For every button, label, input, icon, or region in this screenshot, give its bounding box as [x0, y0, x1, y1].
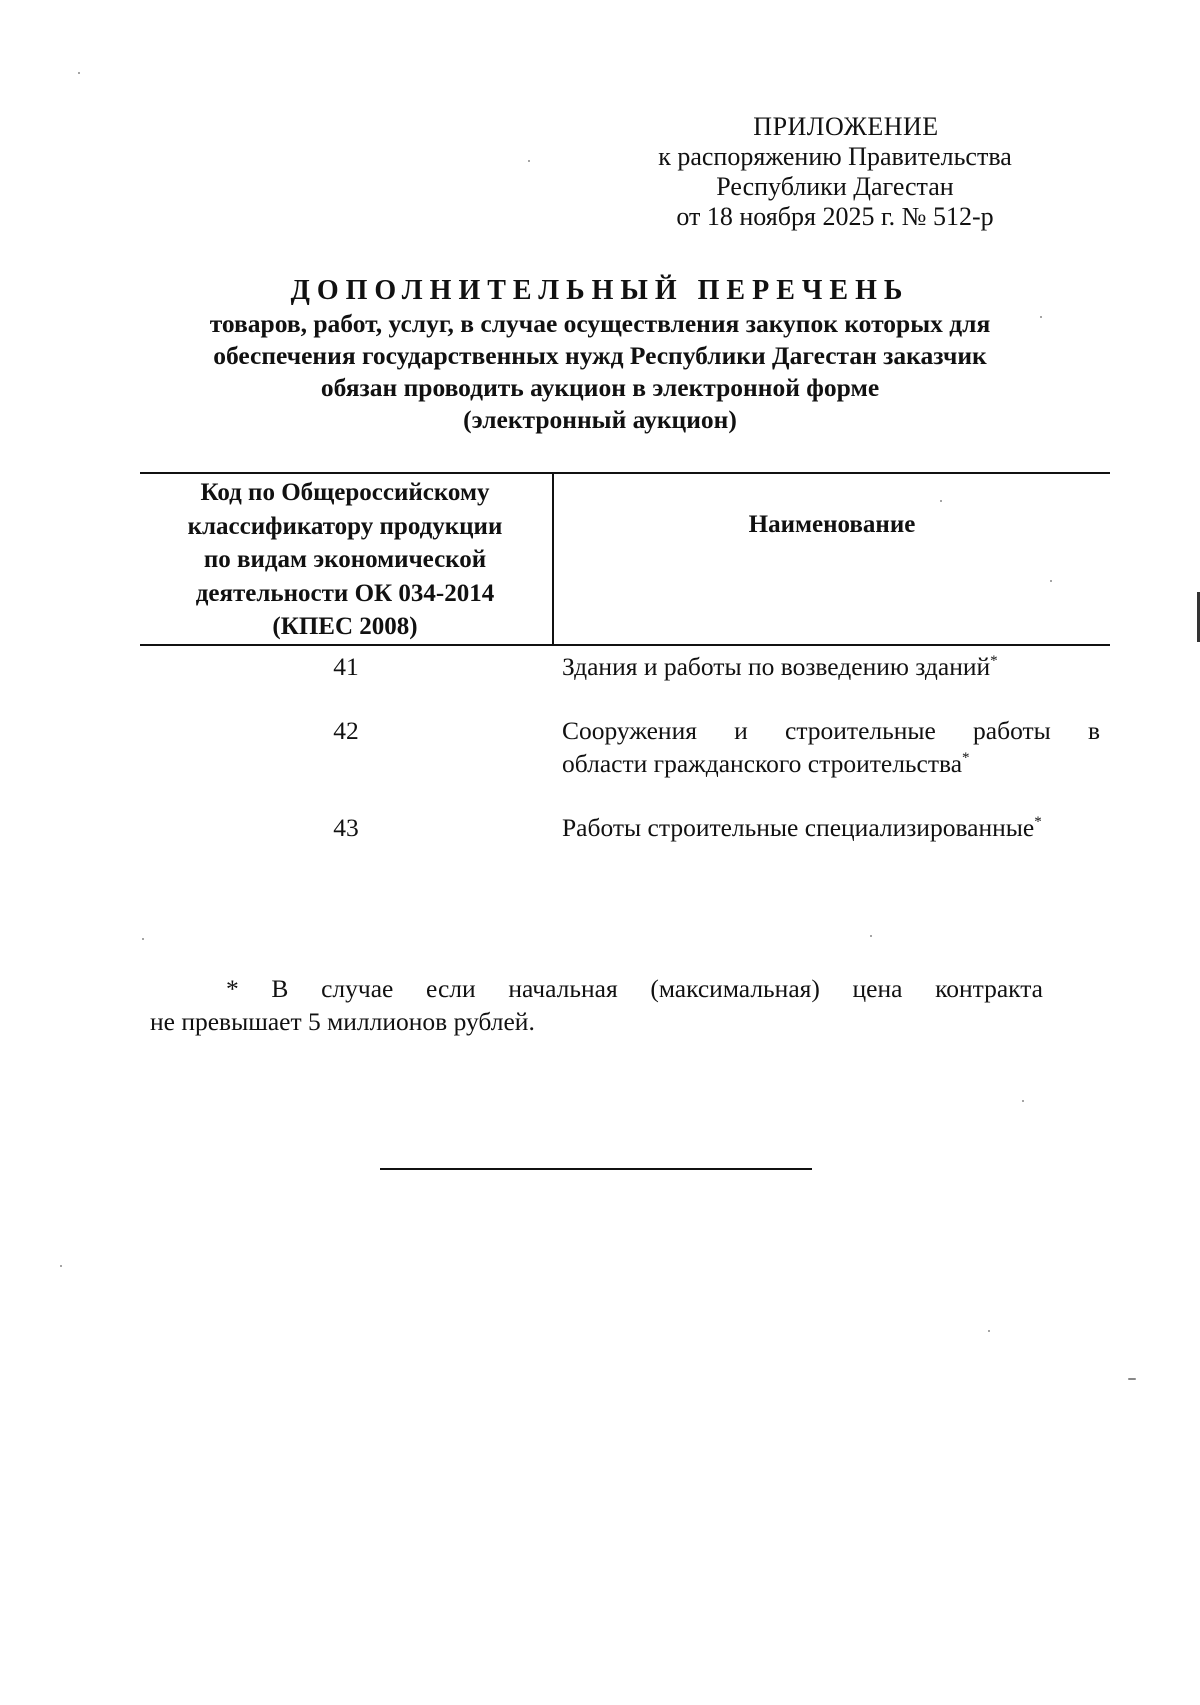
- scan-speck: [988, 1330, 990, 1332]
- scan-speck: [1128, 1378, 1136, 1380]
- row-name: [562, 811, 1200, 844]
- footnote-mark: *: [990, 653, 998, 669]
- subtitle-line: (электронный аукцион): [463, 405, 737, 434]
- subtitle-line: обязан проводить аукцион в электронной форме: [320, 373, 880, 402]
- appendix-date-number: от 18 ноября 2025 г. № 512-р: [676, 202, 994, 231]
- scan-speck: [870, 935, 872, 937]
- row-name-text: Работы строительные специализированные: [562, 813, 1035, 842]
- footnote-word: В: [271, 974, 289, 1003]
- footnote-word: цена: [852, 974, 903, 1003]
- footnote: [150, 972, 1043, 1038]
- row-name-word: работы: [973, 716, 1051, 745]
- footnote-mark: *: [1034, 814, 1042, 830]
- footnote-line: [150, 972, 1043, 1005]
- header-code-column: [140, 474, 550, 644]
- table-row: [140, 811, 1110, 871]
- row-name-word: Сооружения: [562, 716, 697, 745]
- appendix-heading: ПРИЛОЖЕНИЕ: [753, 112, 939, 141]
- scan-speck: [142, 938, 144, 940]
- scan-speck: [1050, 580, 1052, 582]
- scan-speck: [1040, 316, 1042, 318]
- footnote-word: начальная: [508, 974, 618, 1003]
- row-code: 43: [333, 813, 359, 842]
- header-code-line: (КПЕС 2008): [272, 613, 418, 640]
- table-row: [140, 650, 1110, 714]
- scan-speck: [528, 160, 530, 162]
- footnote-word: *: [226, 974, 239, 1003]
- subtitle-line: товаров, работ, услуг, в случае осуществления закупок которых для: [209, 309, 991, 338]
- header-code-line: классификатору продукции: [187, 512, 503, 540]
- footnote-word: контракта: [935, 974, 1043, 1003]
- scan-speck: [940, 500, 942, 502]
- header-code-line: по видам экономической: [203, 546, 487, 573]
- scan-speck: [60, 1265, 62, 1267]
- table-header: [140, 472, 1110, 646]
- appendix-reference-line: Республики Дагестан: [716, 172, 954, 201]
- table-row: [140, 714, 1110, 811]
- closing-rule: [380, 1168, 812, 1170]
- header-code-line: деятельности ОК 034-2014: [195, 579, 495, 607]
- row-name-line: [562, 747, 1200, 780]
- header-code-line: Код по Общероссийскому: [200, 479, 490, 506]
- row-name-text: области гражданского строительства: [562, 749, 963, 778]
- footnote-word: (максимальная): [650, 974, 820, 1003]
- row-name: [562, 714, 1200, 780]
- header-name-column: Наименование: [748, 511, 916, 538]
- row-code: 41: [333, 652, 359, 681]
- document-title: ДОПОЛНИТЕЛЬНЫЙ ПЕРЕЧЕНЬ: [290, 275, 910, 306]
- document-title-block: [100, 274, 1100, 436]
- document-subtitle: [100, 308, 1100, 436]
- footnote-line: не превышает 5 миллионов рублей.: [150, 1007, 535, 1036]
- row-name-word: и: [734, 716, 748, 745]
- scan-speck: [78, 72, 80, 74]
- row-name-text: Здания и работы по возведению зданий: [562, 652, 991, 681]
- footnote-word: если: [426, 974, 476, 1003]
- row-name: [562, 650, 1200, 683]
- subtitle-line: обеспечения государственных нужд Республики Дагестан заказчик: [213, 341, 987, 370]
- row-name-word: в: [1087, 716, 1100, 745]
- column-divider: [552, 474, 554, 644]
- row-code: 42: [333, 716, 359, 745]
- appendix-reference-line: к распоряжению Правительства: [658, 142, 1012, 171]
- footnote-mark: *: [962, 750, 970, 766]
- scan-speck: [1022, 1100, 1024, 1102]
- appendix-block: [610, 112, 1060, 232]
- row-name-justified-line: [562, 714, 1100, 747]
- footnote-word: случае: [321, 974, 394, 1003]
- row-name-word: строительные: [785, 716, 936, 745]
- codes-table: [140, 472, 1110, 871]
